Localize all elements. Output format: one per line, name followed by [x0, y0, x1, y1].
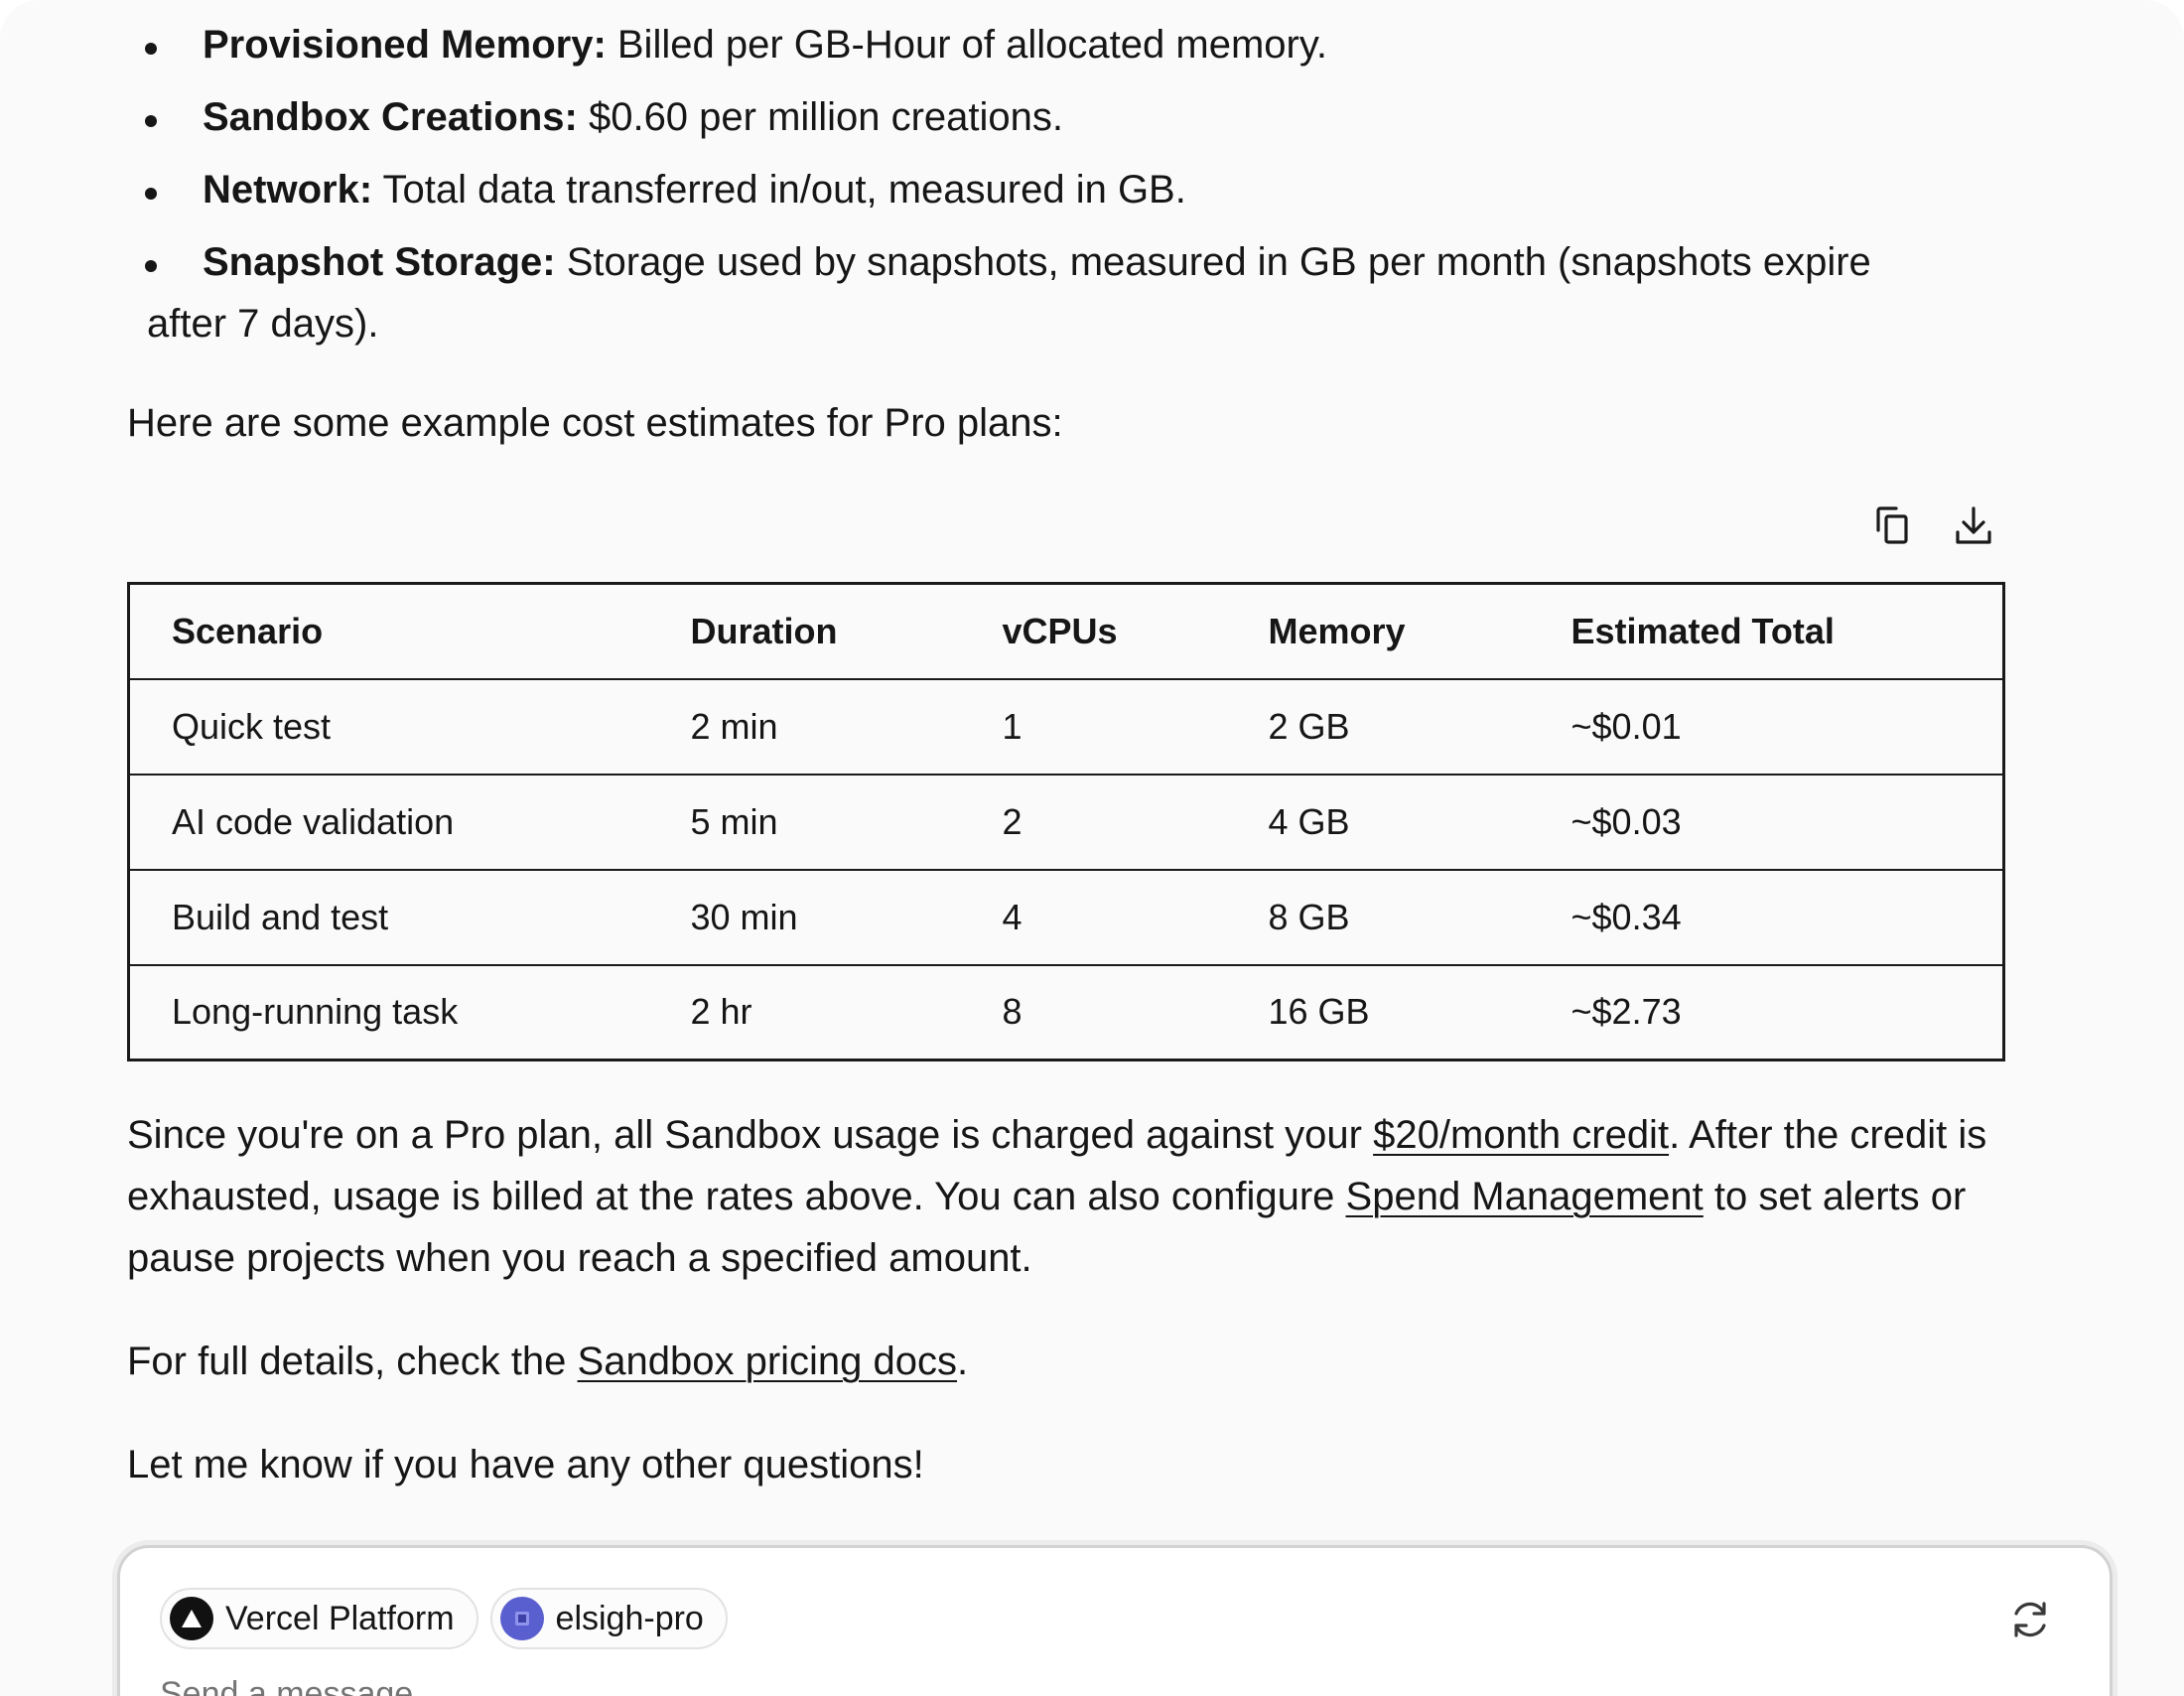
table-cell: Quick test [129, 679, 649, 775]
closing-text: Let me know if you have any other questions! [127, 1443, 924, 1486]
details-paragraph [127, 1331, 2013, 1392]
monthly-credit-link[interactable]: $20/month credit [1373, 1113, 1670, 1157]
spend-management-link[interactable]: Spend Management [1345, 1175, 1704, 1218]
message-input[interactable] [160, 1675, 1947, 1696]
table-cell: ~$2.73 [1570, 991, 1682, 1033]
column-header-scenario: Scenario [129, 584, 649, 679]
column-header-duration: Duration [649, 584, 961, 679]
copy-table-button[interactable] [1872, 498, 1916, 554]
bullet-term: Network: [203, 168, 373, 212]
bullet-text: Total data transferred in/out, measured in GB. [372, 168, 1186, 212]
table-cell: Build and test [129, 870, 649, 965]
column-header-estimated-total: Estimated Total [1530, 584, 2004, 679]
bullet-text: Storage used by snapshots, measured in GB per month (snapshots expire [555, 240, 1871, 284]
table-cell: AI code validation [129, 775, 649, 870]
bullet-text-continued: after 7 days). [147, 302, 379, 346]
bullet-text: $0.60 per million creations. [577, 95, 1063, 139]
vercel-triangle-icon [170, 1597, 213, 1640]
vercel-platform-chip[interactable] [160, 1588, 478, 1649]
chip-label: Vercel Platform [225, 1599, 455, 1637]
table-cell: 4 [961, 870, 1227, 965]
chip-label: elsigh-pro [555, 1599, 704, 1637]
pricing-bullet-list [127, 14, 2013, 365]
table-row [129, 679, 2004, 775]
refresh-icon [2006, 1596, 2054, 1643]
bullet-term: Snapshot Storage: [203, 240, 556, 284]
sandbox-pricing-docs-link[interactable]: Sandbox pricing docs [577, 1340, 958, 1383]
table-cell: 8 GB [1227, 870, 1530, 965]
table-cell: 2 [961, 775, 1227, 870]
context-chips [160, 1588, 728, 1649]
table-cell: 4 GB [1227, 775, 1530, 870]
team-avatar-icon [500, 1597, 544, 1640]
pro-plan-paragraph [127, 1104, 2013, 1289]
table-toolbar [1872, 498, 1995, 554]
table-header-row [129, 584, 2004, 679]
paragraph-text: Since you're on a Pro plan, all Sandbox usage is charged against your [127, 1113, 1374, 1157]
message-composer [117, 1545, 2113, 1696]
bullet-dot [145, 115, 157, 127]
table-row [129, 965, 2004, 1060]
paragraph-text: to set alerts or pause projects when you reach a specified amount. [127, 1175, 1967, 1280]
table-cell: 8 [1002, 991, 1023, 1033]
table-cell: 2 hr [690, 991, 752, 1033]
table-row [129, 870, 2004, 965]
refresh-context-button[interactable] [2006, 1596, 2054, 1648]
bullet-dot [145, 260, 157, 272]
bullet-dot [145, 188, 157, 200]
list-item [127, 14, 2013, 75]
bullet-term: Sandbox Creations: [203, 95, 578, 139]
download-icon [1954, 504, 1993, 548]
table-cell: 1 [961, 679, 1227, 775]
bullet-text: Billed per GB-Hour of allocated memory. [606, 23, 1327, 67]
team-chip[interactable] [490, 1588, 728, 1649]
table-cell: ~$0.03 [1530, 775, 2004, 870]
bullet-term: Provisioned Memory: [203, 23, 607, 67]
table-cell: ~$0.34 [1530, 870, 2004, 965]
table-cell: 5 min [649, 775, 961, 870]
table-cell: Long-running task [172, 991, 459, 1033]
table-row [129, 775, 2004, 870]
intro-text: Here are some example cost estimates for Pro plans: [127, 401, 1063, 445]
list-item [127, 86, 2013, 148]
copy-icon [1874, 504, 1914, 548]
column-header-vcpus: vCPUs [961, 584, 1227, 679]
list-item [127, 231, 2013, 354]
list-item [127, 159, 2013, 220]
bullet-dot [145, 43, 157, 55]
paragraph-text: . [957, 1340, 969, 1383]
table-cell: ~$0.01 [1530, 679, 2004, 775]
column-header-memory: Memory [1227, 584, 1530, 679]
table-cell: 2 min [649, 679, 961, 775]
table-cell: 30 min [649, 870, 961, 965]
cost-estimates-table [127, 582, 2005, 1061]
download-table-button[interactable] [1952, 498, 1995, 554]
table-cell: 2 GB [1227, 679, 1530, 775]
paragraph-text: . After the credit is exhausted, usage is billed at the rates above. You can also configure [127, 1113, 1987, 1218]
table-cell: 16 GB [1268, 991, 1370, 1033]
paragraph-text: For full details, check the [127, 1340, 578, 1383]
